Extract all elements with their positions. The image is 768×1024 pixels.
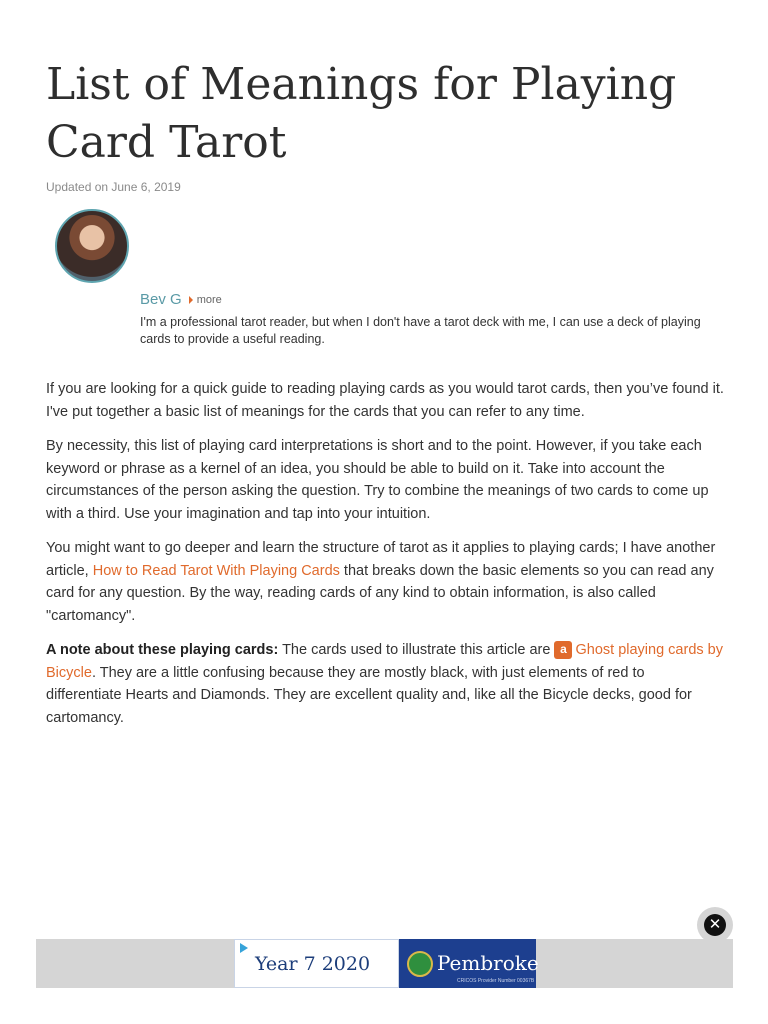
paragraph-text: The cards used to illustrate this article are <box>278 642 555 658</box>
more-label: more <box>196 294 222 306</box>
ad-headline: Year 7 2020 <box>255 953 371 975</box>
paragraph-deeper <box>46 537 724 627</box>
paragraph-necessity: By necessity, this list of playing card interpretations is short and to the point. However, if you take each keyword or phrase as a kernel of an idea, you should be able to build on it. Take into account the circumstances of the person asking the question. Try to combine the meanings of two cards to come up with a third. Use your imagination and tap into your intuition. <box>46 438 709 522</box>
updated-date: Updated on June 6, 2019 <box>46 180 181 194</box>
paragraph-intro: If you are looking for a quick guide to reading playing cards as you would tarot cards, then you’ve found it. I've put together a basic list of meanings for the cards that you can refer to any time. <box>46 381 724 420</box>
ad-creative[interactable] <box>234 939 539 988</box>
author-avatar[interactable] <box>55 209 129 283</box>
school-crest-icon <box>407 951 433 977</box>
paragraph-text: You might want to go deeper and learn the structure of tarot as it applies to playing cards; I have another article, <box>46 540 716 579</box>
close-icon: ✕ <box>704 914 726 936</box>
author-byline <box>140 291 222 308</box>
paragraph-text: that breaks down the basic elements so you can read any card for any question. By the way, reading cards of any kind to obtain information, is also called "cartomancy". <box>46 562 714 624</box>
ad-brand: Pembroke <box>437 951 539 975</box>
adchoices-icon[interactable] <box>240 943 248 953</box>
ad-headline-panel <box>234 939 399 988</box>
paragraph-text: . They are a little confusing because they are mostly black, with just elements of red to differentiate Hearts and Diamonds. They are excellent quality and, like all the Bicycle decks, good for cartomancy. <box>46 664 692 726</box>
ghost-playing-cards-link[interactable]: Ghost playing cards by Bicycle <box>46 642 723 681</box>
ad-fine-print: CRICOS Provider Number 00367B <box>457 978 535 984</box>
ad-brand-panel <box>399 939 539 988</box>
paragraph-note <box>46 639 724 729</box>
note-label: A note about these playing cards: <box>46 642 279 658</box>
article-title: List of Meanings for Playing Card Tarot <box>46 59 677 168</box>
ad-close-button[interactable] <box>697 907 733 943</box>
author-more-link[interactable] <box>189 294 222 306</box>
author-bio: I'm a professional tarot reader, but when I don't have a tarot deck with me, I can use a deck of playing cards to provide a useful reading. <box>140 315 701 346</box>
amazon-icon[interactable]: a <box>554 641 572 659</box>
author-name-link[interactable]: Bev G <box>140 291 182 308</box>
article-body <box>46 378 724 741</box>
caret-right-icon <box>189 296 193 304</box>
how-to-read-tarot-link[interactable]: How to Read Tarot With Playing Cards <box>92 562 340 579</box>
